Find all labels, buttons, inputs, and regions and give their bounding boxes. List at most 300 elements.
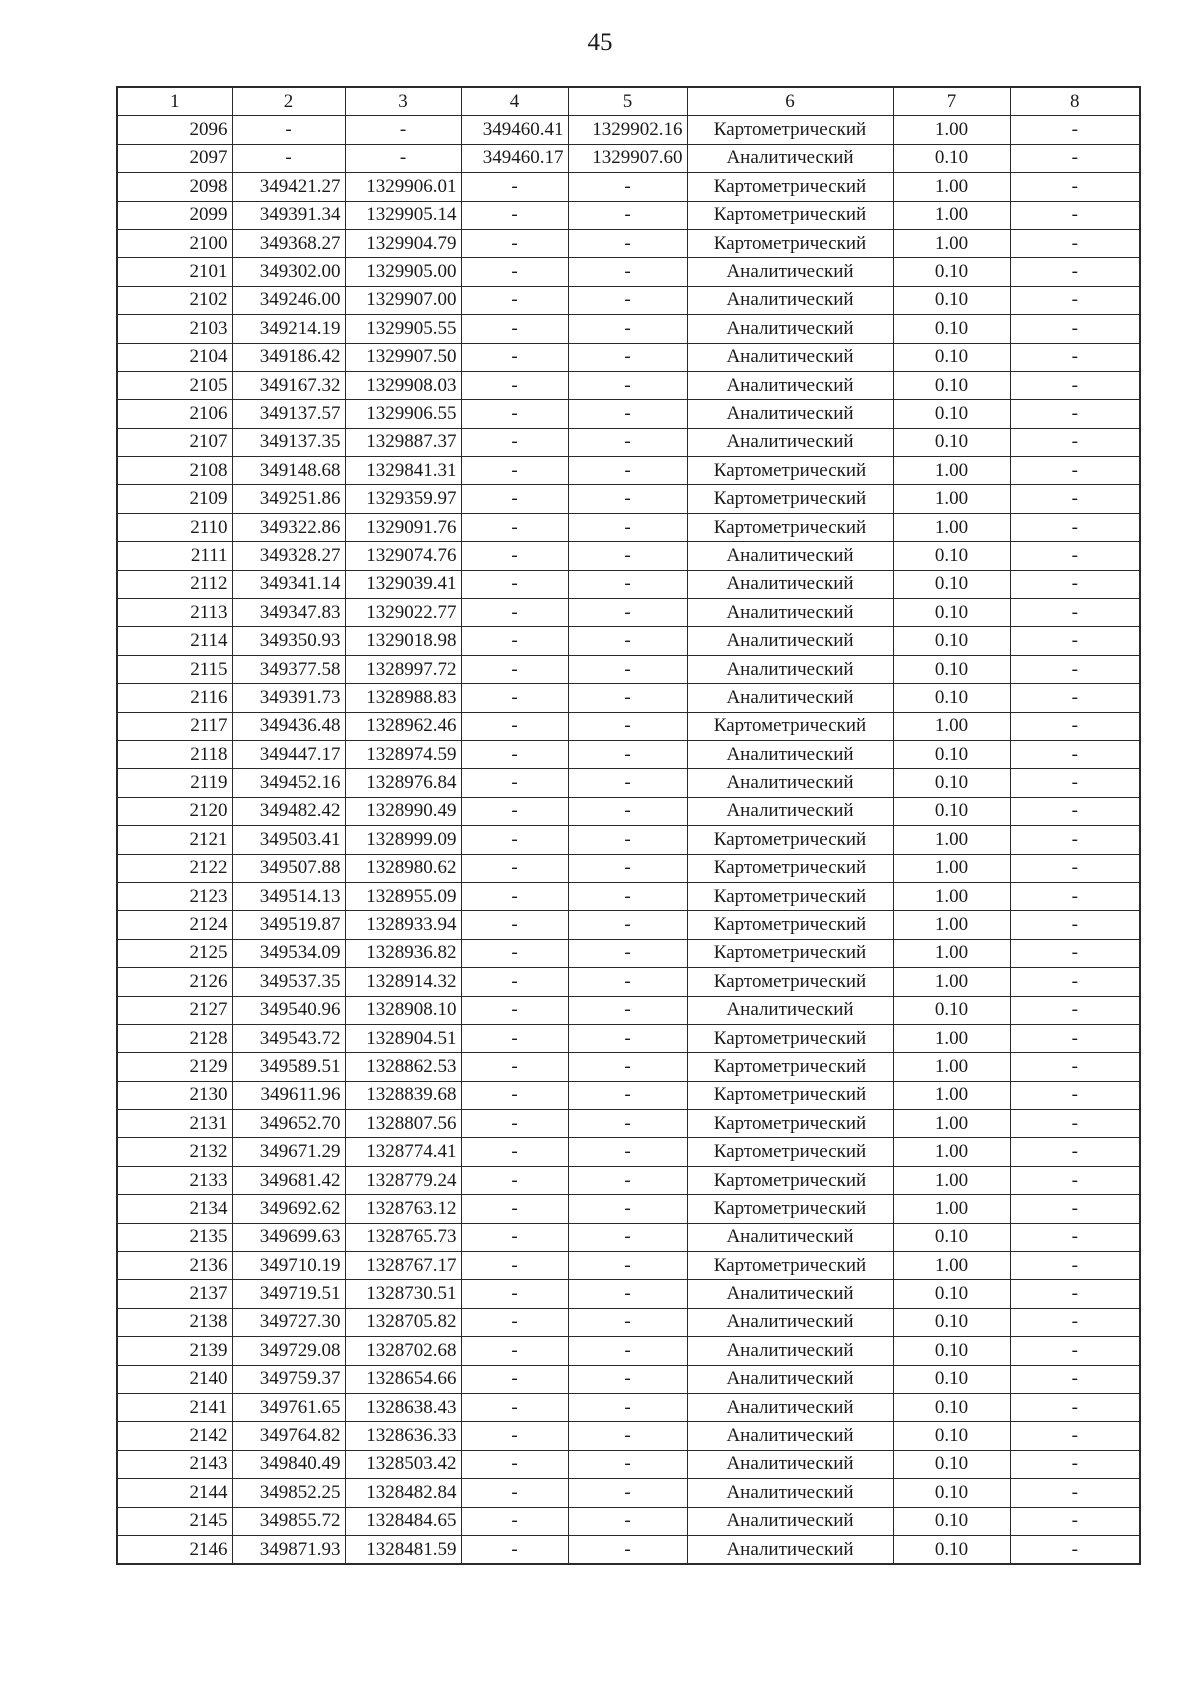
method-cell: Аналитический bbox=[687, 343, 893, 371]
x-coordinate-cell: 349729.08 bbox=[232, 1337, 345, 1365]
note-cell: - bbox=[1010, 1365, 1140, 1393]
point-number-cell: 2133 bbox=[117, 1166, 232, 1194]
point-number-cell: 2099 bbox=[117, 201, 232, 229]
x-coordinate-cell: 349421.27 bbox=[232, 173, 345, 201]
note-cell: - bbox=[1010, 1393, 1140, 1421]
accuracy-cell: 1.00 bbox=[893, 911, 1010, 939]
table-row bbox=[117, 173, 1140, 201]
x-coordinate-cell: 349589.51 bbox=[232, 1053, 345, 1081]
accuracy-cell: 1.00 bbox=[893, 485, 1010, 513]
y-coordinate-cell: 1328862.53 bbox=[345, 1053, 461, 1081]
point-number-cell: 2120 bbox=[117, 797, 232, 825]
x-coordinate-cell: 349251.86 bbox=[232, 485, 345, 513]
x-coordinate-alt-cell: - bbox=[461, 882, 568, 910]
note-cell: - bbox=[1010, 968, 1140, 996]
x-coordinate-cell: 349368.27 bbox=[232, 229, 345, 257]
y-coordinate-alt-cell: - bbox=[568, 1252, 687, 1280]
note-cell: - bbox=[1010, 1053, 1140, 1081]
method-cell: Аналитический bbox=[687, 1450, 893, 1478]
note-cell: - bbox=[1010, 1308, 1140, 1336]
method-cell: Аналитический bbox=[687, 570, 893, 598]
accuracy-cell: 1.00 bbox=[893, 854, 1010, 882]
x-coordinate-cell: 349391.73 bbox=[232, 684, 345, 712]
x-coordinate-alt-cell: - bbox=[461, 229, 568, 257]
x-coordinate-cell: 349719.51 bbox=[232, 1280, 345, 1308]
table-header bbox=[117, 87, 1140, 116]
note-cell: - bbox=[1010, 627, 1140, 655]
method-cell: Картометрический bbox=[687, 712, 893, 740]
column-header-3: 3 bbox=[345, 87, 461, 116]
x-coordinate-alt-cell: - bbox=[461, 1280, 568, 1308]
y-coordinate-cell: 1328481.59 bbox=[345, 1535, 461, 1564]
method-cell: Аналитический bbox=[687, 315, 893, 343]
x-coordinate-cell: 349341.14 bbox=[232, 570, 345, 598]
y-coordinate-cell: 1328503.42 bbox=[345, 1450, 461, 1478]
method-cell: Картометрический bbox=[687, 229, 893, 257]
y-coordinate-alt-cell: - bbox=[568, 1081, 687, 1109]
x-coordinate-alt-cell: - bbox=[461, 1479, 568, 1507]
x-coordinate-cell: 349543.72 bbox=[232, 1024, 345, 1052]
accuracy-cell: 1.00 bbox=[893, 939, 1010, 967]
accuracy-cell: 0.10 bbox=[893, 1365, 1010, 1393]
table-row bbox=[117, 1138, 1140, 1166]
table-row bbox=[117, 229, 1140, 257]
y-coordinate-alt-cell: - bbox=[568, 485, 687, 513]
x-coordinate-alt-cell: - bbox=[461, 968, 568, 996]
y-coordinate-alt-cell: - bbox=[568, 599, 687, 627]
point-number-cell: 2108 bbox=[117, 457, 232, 485]
x-coordinate-cell: 349855.72 bbox=[232, 1507, 345, 1535]
accuracy-cell: 0.10 bbox=[893, 740, 1010, 768]
y-coordinate-alt-cell: - bbox=[568, 1393, 687, 1421]
table-row bbox=[117, 769, 1140, 797]
method-cell: Картометрический bbox=[687, 1053, 893, 1081]
point-number-cell: 2126 bbox=[117, 968, 232, 996]
point-number-cell: 2139 bbox=[117, 1337, 232, 1365]
column-header-6: 6 bbox=[687, 87, 893, 116]
x-coordinate-cell: 349537.35 bbox=[232, 968, 345, 996]
accuracy-cell: 0.10 bbox=[893, 1280, 1010, 1308]
method-cell: Аналитический bbox=[687, 1223, 893, 1251]
x-coordinate-cell: 349148.68 bbox=[232, 457, 345, 485]
y-coordinate-alt-cell: - bbox=[568, 1280, 687, 1308]
y-coordinate-cell: 1328962.46 bbox=[345, 712, 461, 740]
note-cell: - bbox=[1010, 599, 1140, 627]
y-coordinate-cell: 1329018.98 bbox=[345, 627, 461, 655]
method-cell: Картометрический bbox=[687, 1024, 893, 1052]
y-coordinate-cell: - bbox=[345, 116, 461, 144]
accuracy-cell: 0.10 bbox=[893, 1308, 1010, 1336]
table-row bbox=[117, 684, 1140, 712]
note-cell: - bbox=[1010, 1507, 1140, 1535]
point-number-cell: 2130 bbox=[117, 1081, 232, 1109]
table-row bbox=[117, 1252, 1140, 1280]
note-cell: - bbox=[1010, 939, 1140, 967]
y-coordinate-cell: 1328990.49 bbox=[345, 797, 461, 825]
note-cell: - bbox=[1010, 1024, 1140, 1052]
point-number-cell: 2097 bbox=[117, 144, 232, 172]
method-cell: Картометрический bbox=[687, 513, 893, 541]
x-coordinate-alt-cell: - bbox=[461, 939, 568, 967]
note-cell: - bbox=[1010, 513, 1140, 541]
accuracy-cell: 0.10 bbox=[893, 1479, 1010, 1507]
accuracy-cell: 0.10 bbox=[893, 1393, 1010, 1421]
y-coordinate-cell: 1329905.00 bbox=[345, 258, 461, 286]
method-cell: Картометрический bbox=[687, 911, 893, 939]
method-cell: Аналитический bbox=[687, 599, 893, 627]
x-coordinate-alt-cell: - bbox=[461, 740, 568, 768]
y-coordinate-alt-cell: - bbox=[568, 173, 687, 201]
x-coordinate-alt-cell: - bbox=[461, 1507, 568, 1535]
point-number-cell: 2141 bbox=[117, 1393, 232, 1421]
x-coordinate-alt-cell: - bbox=[461, 1138, 568, 1166]
x-coordinate-alt-cell: - bbox=[461, 1308, 568, 1336]
y-coordinate-cell: 1328997.72 bbox=[345, 655, 461, 683]
y-coordinate-cell: 1329904.79 bbox=[345, 229, 461, 257]
x-coordinate-cell: 349503.41 bbox=[232, 826, 345, 854]
y-coordinate-cell: 1329907.50 bbox=[345, 343, 461, 371]
table-row bbox=[117, 882, 1140, 910]
point-number-cell: 2143 bbox=[117, 1450, 232, 1478]
point-number-cell: 2144 bbox=[117, 1479, 232, 1507]
y-coordinate-cell: 1328705.82 bbox=[345, 1308, 461, 1336]
note-cell: - bbox=[1010, 854, 1140, 882]
y-coordinate-alt-cell: - bbox=[568, 315, 687, 343]
point-number-cell: 2125 bbox=[117, 939, 232, 967]
table-row bbox=[117, 712, 1140, 740]
table-row bbox=[117, 400, 1140, 428]
y-coordinate-cell: 1328774.41 bbox=[345, 1138, 461, 1166]
x-coordinate-alt-cell: - bbox=[461, 201, 568, 229]
method-cell: Аналитический bbox=[687, 1280, 893, 1308]
y-coordinate-alt-cell: - bbox=[568, 655, 687, 683]
method-cell: Картометрический bbox=[687, 854, 893, 882]
y-coordinate-alt-cell: - bbox=[568, 1024, 687, 1052]
x-coordinate-cell: 349652.70 bbox=[232, 1110, 345, 1138]
table-row bbox=[117, 939, 1140, 967]
method-cell: Аналитический bbox=[687, 371, 893, 399]
note-cell: - bbox=[1010, 201, 1140, 229]
x-coordinate-cell: 349692.62 bbox=[232, 1195, 345, 1223]
method-cell: Картометрический bbox=[687, 1110, 893, 1138]
method-cell: Аналитический bbox=[687, 144, 893, 172]
point-number-cell: 2123 bbox=[117, 882, 232, 910]
y-coordinate-cell: 1329905.55 bbox=[345, 315, 461, 343]
note-cell: - bbox=[1010, 1138, 1140, 1166]
y-coordinate-cell: - bbox=[345, 144, 461, 172]
table-row bbox=[117, 740, 1140, 768]
note-cell: - bbox=[1010, 996, 1140, 1024]
note-cell: - bbox=[1010, 826, 1140, 854]
accuracy-cell: 0.10 bbox=[893, 144, 1010, 172]
x-coordinate-cell: 349322.86 bbox=[232, 513, 345, 541]
x-coordinate-cell: 349452.16 bbox=[232, 769, 345, 797]
table-row bbox=[117, 258, 1140, 286]
accuracy-cell: 1.00 bbox=[893, 116, 1010, 144]
y-coordinate-cell: 1328484.65 bbox=[345, 1507, 461, 1535]
y-coordinate-alt-cell: - bbox=[568, 1422, 687, 1450]
note-cell: - bbox=[1010, 911, 1140, 939]
y-coordinate-alt-cell: - bbox=[568, 513, 687, 541]
y-coordinate-alt-cell: - bbox=[568, 343, 687, 371]
y-coordinate-alt-cell: - bbox=[568, 939, 687, 967]
table-row bbox=[117, 1024, 1140, 1052]
x-coordinate-alt-cell: - bbox=[461, 542, 568, 570]
table-row bbox=[117, 428, 1140, 456]
x-coordinate-cell: 349759.37 bbox=[232, 1365, 345, 1393]
accuracy-cell: 1.00 bbox=[893, 201, 1010, 229]
y-coordinate-alt-cell: - bbox=[568, 1195, 687, 1223]
accuracy-cell: 1.00 bbox=[893, 712, 1010, 740]
y-coordinate-cell: 1328807.56 bbox=[345, 1110, 461, 1138]
note-cell: - bbox=[1010, 1479, 1140, 1507]
point-number-cell: 2111 bbox=[117, 542, 232, 570]
method-cell: Аналитический bbox=[687, 1365, 893, 1393]
x-coordinate-alt-cell: 349460.41 bbox=[461, 116, 568, 144]
accuracy-cell: 0.10 bbox=[893, 599, 1010, 627]
y-coordinate-cell: 1328980.62 bbox=[345, 854, 461, 882]
y-coordinate-alt-cell: - bbox=[568, 1223, 687, 1251]
method-cell: Аналитический bbox=[687, 428, 893, 456]
accuracy-cell: 0.10 bbox=[893, 428, 1010, 456]
x-coordinate-alt-cell: - bbox=[461, 1110, 568, 1138]
note-cell: - bbox=[1010, 315, 1140, 343]
note-cell: - bbox=[1010, 1223, 1140, 1251]
x-coordinate-cell: 349611.96 bbox=[232, 1081, 345, 1109]
table-row bbox=[117, 542, 1140, 570]
method-cell: Аналитический bbox=[687, 797, 893, 825]
column-header-4: 4 bbox=[461, 87, 568, 116]
method-cell: Картометрический bbox=[687, 485, 893, 513]
point-number-cell: 2112 bbox=[117, 570, 232, 598]
x-coordinate-cell: 349681.42 bbox=[232, 1166, 345, 1194]
x-coordinate-alt-cell: - bbox=[461, 1252, 568, 1280]
y-coordinate-alt-cell: - bbox=[568, 258, 687, 286]
table-row bbox=[117, 116, 1140, 144]
x-coordinate-cell: 349840.49 bbox=[232, 1450, 345, 1478]
x-coordinate-cell: 349764.82 bbox=[232, 1422, 345, 1450]
x-coordinate-alt-cell: - bbox=[461, 854, 568, 882]
point-number-cell: 2127 bbox=[117, 996, 232, 1024]
accuracy-cell: 0.10 bbox=[893, 400, 1010, 428]
table-row bbox=[117, 1195, 1140, 1223]
method-cell: Аналитический bbox=[687, 1507, 893, 1535]
x-coordinate-alt-cell: - bbox=[461, 1365, 568, 1393]
x-coordinate-alt-cell: - bbox=[461, 1024, 568, 1052]
accuracy-cell: 0.10 bbox=[893, 1450, 1010, 1478]
x-coordinate-alt-cell: - bbox=[461, 1422, 568, 1450]
y-coordinate-alt-cell: - bbox=[568, 1138, 687, 1166]
table-row bbox=[117, 1053, 1140, 1081]
y-coordinate-cell: 1328988.83 bbox=[345, 684, 461, 712]
note-cell: - bbox=[1010, 229, 1140, 257]
point-number-cell: 2110 bbox=[117, 513, 232, 541]
x-coordinate-alt-cell: - bbox=[461, 1195, 568, 1223]
accuracy-cell: 0.10 bbox=[893, 797, 1010, 825]
x-coordinate-alt-cell: - bbox=[461, 712, 568, 740]
table-row bbox=[117, 1166, 1140, 1194]
method-cell: Аналитический bbox=[687, 258, 893, 286]
x-coordinate-alt-cell: - bbox=[461, 1053, 568, 1081]
point-number-cell: 2119 bbox=[117, 769, 232, 797]
y-coordinate-cell: 1328636.33 bbox=[345, 1422, 461, 1450]
x-coordinate-cell: - bbox=[232, 144, 345, 172]
x-coordinate-cell: 349699.63 bbox=[232, 1223, 345, 1251]
point-number-cell: 2105 bbox=[117, 371, 232, 399]
x-coordinate-cell: 349507.88 bbox=[232, 854, 345, 882]
accuracy-cell: 0.10 bbox=[893, 1507, 1010, 1535]
method-cell: Аналитический bbox=[687, 996, 893, 1024]
table-row bbox=[117, 1223, 1140, 1251]
method-cell: Аналитический bbox=[687, 1337, 893, 1365]
accuracy-cell: 1.00 bbox=[893, 1024, 1010, 1052]
point-number-cell: 2096 bbox=[117, 116, 232, 144]
y-coordinate-cell: 1329906.55 bbox=[345, 400, 461, 428]
table-row bbox=[117, 286, 1140, 314]
y-coordinate-cell: 1328955.09 bbox=[345, 882, 461, 910]
point-number-cell: 2135 bbox=[117, 1223, 232, 1251]
table-row bbox=[117, 1337, 1140, 1365]
x-coordinate-cell: 349246.00 bbox=[232, 286, 345, 314]
x-coordinate-cell: 349540.96 bbox=[232, 996, 345, 1024]
point-number-cell: 2138 bbox=[117, 1308, 232, 1336]
y-coordinate-cell: 1328654.66 bbox=[345, 1365, 461, 1393]
point-number-cell: 2132 bbox=[117, 1138, 232, 1166]
accuracy-cell: 1.00 bbox=[893, 1081, 1010, 1109]
x-coordinate-cell: 349871.93 bbox=[232, 1535, 345, 1564]
point-number-cell: 2124 bbox=[117, 911, 232, 939]
method-cell: Аналитический bbox=[687, 1308, 893, 1336]
method-cell: Картометрический bbox=[687, 1195, 893, 1223]
x-coordinate-alt-cell: - bbox=[461, 343, 568, 371]
y-coordinate-cell: 1328765.73 bbox=[345, 1223, 461, 1251]
point-number-cell: 2100 bbox=[117, 229, 232, 257]
y-coordinate-cell: 1329906.01 bbox=[345, 173, 461, 201]
method-cell: Картометрический bbox=[687, 1081, 893, 1109]
x-coordinate-cell: 349137.57 bbox=[232, 400, 345, 428]
note-cell: - bbox=[1010, 797, 1140, 825]
y-coordinate-cell: 1328933.94 bbox=[345, 911, 461, 939]
y-coordinate-cell: 1328763.12 bbox=[345, 1195, 461, 1223]
note-cell: - bbox=[1010, 1110, 1140, 1138]
x-coordinate-alt-cell: - bbox=[461, 428, 568, 456]
x-coordinate-cell: 349137.35 bbox=[232, 428, 345, 456]
y-coordinate-alt-cell: 1329902.16 bbox=[568, 116, 687, 144]
table-row bbox=[117, 457, 1140, 485]
y-coordinate-cell: 1328638.43 bbox=[345, 1393, 461, 1421]
table-row bbox=[117, 1393, 1140, 1421]
y-coordinate-cell: 1329887.37 bbox=[345, 428, 461, 456]
x-coordinate-alt-cell: - bbox=[461, 1535, 568, 1564]
x-coordinate-alt-cell: - bbox=[461, 513, 568, 541]
method-cell: Аналитический bbox=[687, 400, 893, 428]
x-coordinate-alt-cell: - bbox=[461, 315, 568, 343]
x-coordinate-cell: 349347.83 bbox=[232, 599, 345, 627]
y-coordinate-alt-cell: - bbox=[568, 457, 687, 485]
x-coordinate-cell: 349514.13 bbox=[232, 882, 345, 910]
table-row bbox=[117, 1110, 1140, 1138]
x-coordinate-alt-cell: - bbox=[461, 911, 568, 939]
y-coordinate-alt-cell: - bbox=[568, 712, 687, 740]
x-coordinate-alt-cell: - bbox=[461, 286, 568, 314]
accuracy-cell: 0.10 bbox=[893, 1535, 1010, 1564]
note-cell: - bbox=[1010, 655, 1140, 683]
y-coordinate-cell: 1329074.76 bbox=[345, 542, 461, 570]
accuracy-cell: 0.10 bbox=[893, 769, 1010, 797]
table-row bbox=[117, 826, 1140, 854]
table-row bbox=[117, 315, 1140, 343]
note-cell: - bbox=[1010, 684, 1140, 712]
y-coordinate-alt-cell: - bbox=[568, 371, 687, 399]
accuracy-cell: 0.10 bbox=[893, 684, 1010, 712]
x-coordinate-alt-cell: - bbox=[461, 371, 568, 399]
y-coordinate-cell: 1328839.68 bbox=[345, 1081, 461, 1109]
accuracy-cell: 1.00 bbox=[893, 968, 1010, 996]
point-number-cell: 2128 bbox=[117, 1024, 232, 1052]
table-row bbox=[117, 1308, 1140, 1336]
table-row bbox=[117, 1422, 1140, 1450]
y-coordinate-cell: 1328976.84 bbox=[345, 769, 461, 797]
method-cell: Картометрический bbox=[687, 939, 893, 967]
y-coordinate-alt-cell: - bbox=[568, 1450, 687, 1478]
x-coordinate-alt-cell: - bbox=[461, 769, 568, 797]
x-coordinate-cell: 349852.25 bbox=[232, 1479, 345, 1507]
note-cell: - bbox=[1010, 570, 1140, 598]
x-coordinate-cell: 349710.19 bbox=[232, 1252, 345, 1280]
x-coordinate-alt-cell: - bbox=[461, 485, 568, 513]
y-coordinate-cell: 1328730.51 bbox=[345, 1280, 461, 1308]
note-cell: - bbox=[1010, 428, 1140, 456]
accuracy-cell: 0.10 bbox=[893, 286, 1010, 314]
x-coordinate-cell: 349727.30 bbox=[232, 1308, 345, 1336]
method-cell: Картометрический bbox=[687, 1166, 893, 1194]
accuracy-cell: 1.00 bbox=[893, 1252, 1010, 1280]
note-cell: - bbox=[1010, 116, 1140, 144]
x-coordinate-cell: - bbox=[232, 116, 345, 144]
point-number-cell: 2104 bbox=[117, 343, 232, 371]
accuracy-cell: 1.00 bbox=[893, 1110, 1010, 1138]
accuracy-cell: 1.00 bbox=[893, 457, 1010, 485]
y-coordinate-cell: 1328908.10 bbox=[345, 996, 461, 1024]
accuracy-cell: 1.00 bbox=[893, 513, 1010, 541]
note-cell: - bbox=[1010, 173, 1140, 201]
point-number-cell: 2136 bbox=[117, 1252, 232, 1280]
x-coordinate-cell: 349391.34 bbox=[232, 201, 345, 229]
note-cell: - bbox=[1010, 1081, 1140, 1109]
y-coordinate-alt-cell: - bbox=[568, 826, 687, 854]
note-cell: - bbox=[1010, 258, 1140, 286]
x-coordinate-cell: 349328.27 bbox=[232, 542, 345, 570]
accuracy-cell: 0.10 bbox=[893, 1337, 1010, 1365]
point-number-cell: 2098 bbox=[117, 173, 232, 201]
x-coordinate-alt-cell: - bbox=[461, 258, 568, 286]
point-number-cell: 2146 bbox=[117, 1535, 232, 1564]
y-coordinate-cell: 1329022.77 bbox=[345, 599, 461, 627]
method-cell: Аналитический bbox=[687, 1479, 893, 1507]
point-number-cell: 2103 bbox=[117, 315, 232, 343]
accuracy-cell: 1.00 bbox=[893, 1053, 1010, 1081]
method-cell: Аналитический bbox=[687, 655, 893, 683]
method-cell: Аналитический bbox=[687, 286, 893, 314]
point-number-cell: 2101 bbox=[117, 258, 232, 286]
accuracy-cell: 1.00 bbox=[893, 173, 1010, 201]
y-coordinate-alt-cell: - bbox=[568, 1535, 687, 1564]
table-row bbox=[117, 599, 1140, 627]
y-coordinate-alt-cell: - bbox=[568, 854, 687, 882]
table-row bbox=[117, 911, 1140, 939]
note-cell: - bbox=[1010, 882, 1140, 910]
y-coordinate-cell: 1328999.09 bbox=[345, 826, 461, 854]
